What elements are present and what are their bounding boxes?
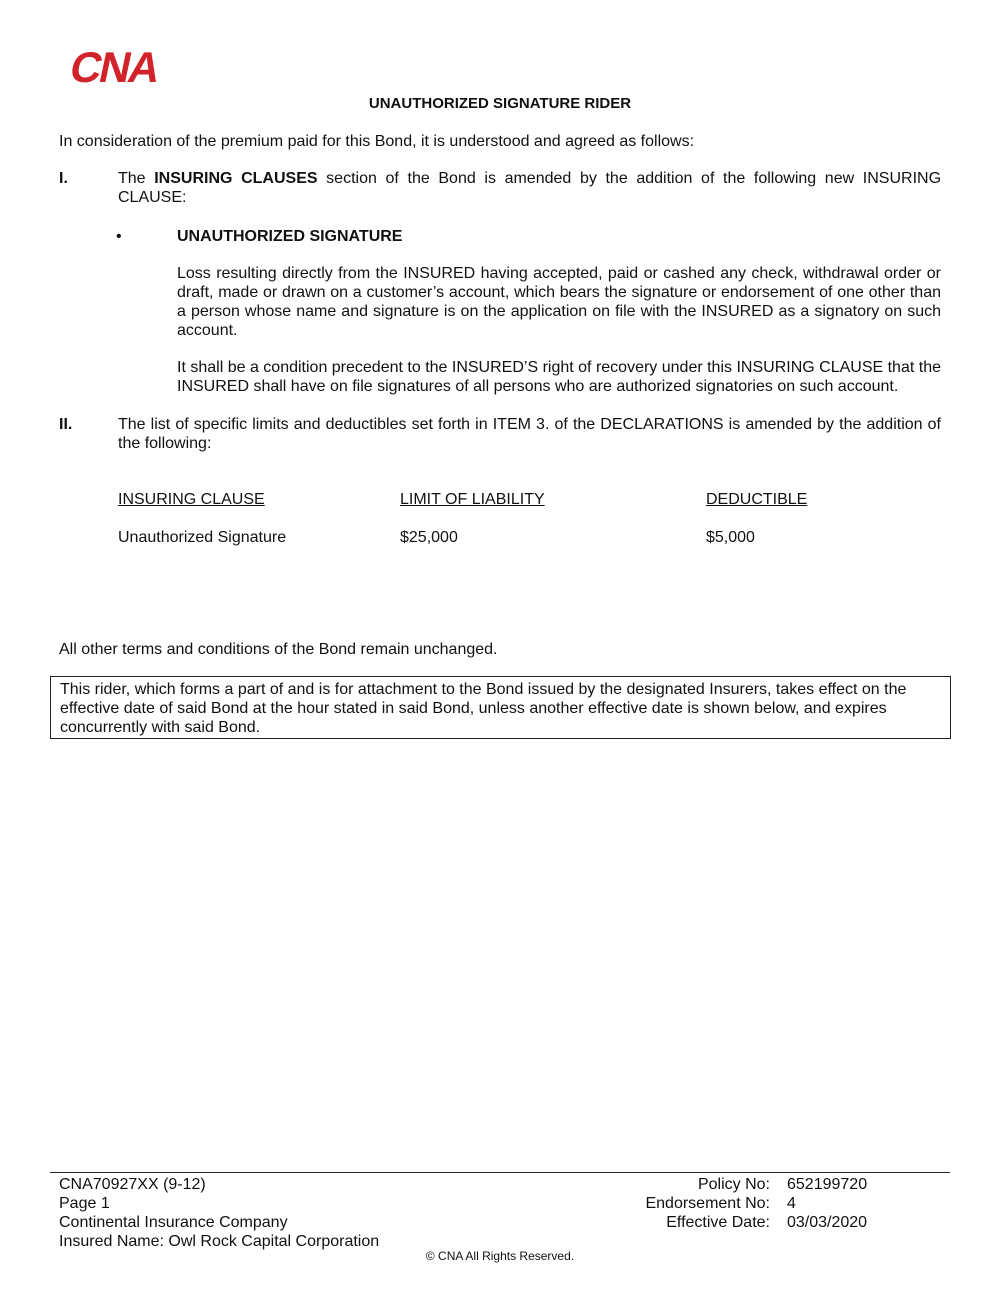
intro-text: In consideration of the premium paid for this Bond, it is understood and agreed as follows:: [59, 133, 695, 150]
footer-divider: [50, 1172, 950, 1173]
table-header: DEDUCTIBLE: [706, 491, 808, 508]
cna-logo-mark: [66, 44, 190, 88]
cna-logo: [66, 44, 190, 93]
policy-value: 652199720: [787, 1176, 868, 1193]
endorsement-label: Endorsement No:: [645, 1195, 770, 1212]
effective-date-value: 03/03/2020: [787, 1214, 868, 1231]
section-1-number: I.: [59, 170, 68, 187]
footer-left: [59, 1175, 379, 1251]
form-number: CNA70927XX (9-12): [59, 1176, 206, 1193]
table-cell-deductible: $5,000: [706, 529, 755, 546]
footer-right-values: [787, 1175, 867, 1232]
table-header: LIMIT OF LIABILITY: [400, 491, 545, 508]
section-2-number: II.: [59, 416, 73, 433]
rider-notice-text: This rider, which forms a part of and is for attachment to the Bond issued by the designated Insurers, takes effect on the effective date of said Bond at the hour stated in said Bond, unless another effective date is shown below, and expires concurrently with said Bond.: [60, 681, 907, 736]
endorsement-value: 4: [787, 1195, 796, 1212]
rider-notice-box: [50, 676, 951, 739]
bullet-heading: UNAUTHORIZED SIGNATURE: [177, 228, 403, 245]
page-number: Page 1: [59, 1195, 110, 1212]
section-1-text: The INSURING CLAUSES section of the Bond is amended by the addition of the following new INSURING CLAUSE:: [118, 170, 942, 206]
bullet-icon: •: [116, 228, 122, 245]
footer-right-labels: [560, 1175, 770, 1232]
copyright: © CNA All Rights Reserved.: [425, 1249, 575, 1263]
document-title: UNAUTHORIZED SIGNATURE RIDER: [368, 95, 632, 112]
section-2-text: The list of specific limits and deductibles set forth in ITEM 3. of the DECLARATIONS is amended by the addition of the following:: [118, 416, 941, 452]
table-header: INSURING CLAUSE: [118, 491, 265, 508]
section-1-paragraph-2: It shall be a condition precedent to the INSURED’S right of recovery under this INSURING CLAUSE that the INSURED shall have on file signatures of all persons who are authorized signatories on such account.: [177, 359, 941, 395]
insured-name: Insured Name: Owl Rock Capital Corporation: [59, 1233, 380, 1250]
closing-text: All other terms and conditions of the Bond remain unchanged.: [59, 641, 498, 658]
table-cell-limit: $25,000: [400, 529, 458, 546]
insuring-clauses-term: INSURING CLAUSES: [154, 170, 318, 187]
cna-logo-text: CNA: [66, 44, 164, 88]
company-name: Continental Insurance Company: [59, 1214, 288, 1231]
section-1-paragraph-1: Loss resulting directly from the INSURED having accepted, paid or cashed any check, withdrawal order or draft, made or drawn on a customer’s account, which bears the signature or endorsement of one other than a person whose name and signature is on the application on file with the INSURED as a signatory on such account.: [177, 265, 941, 339]
effective-date-label: Effective Date:: [666, 1214, 770, 1231]
table-cell-clause: Unauthorized Signature: [118, 529, 287, 546]
policy-label: Policy No:: [697, 1176, 770, 1193]
